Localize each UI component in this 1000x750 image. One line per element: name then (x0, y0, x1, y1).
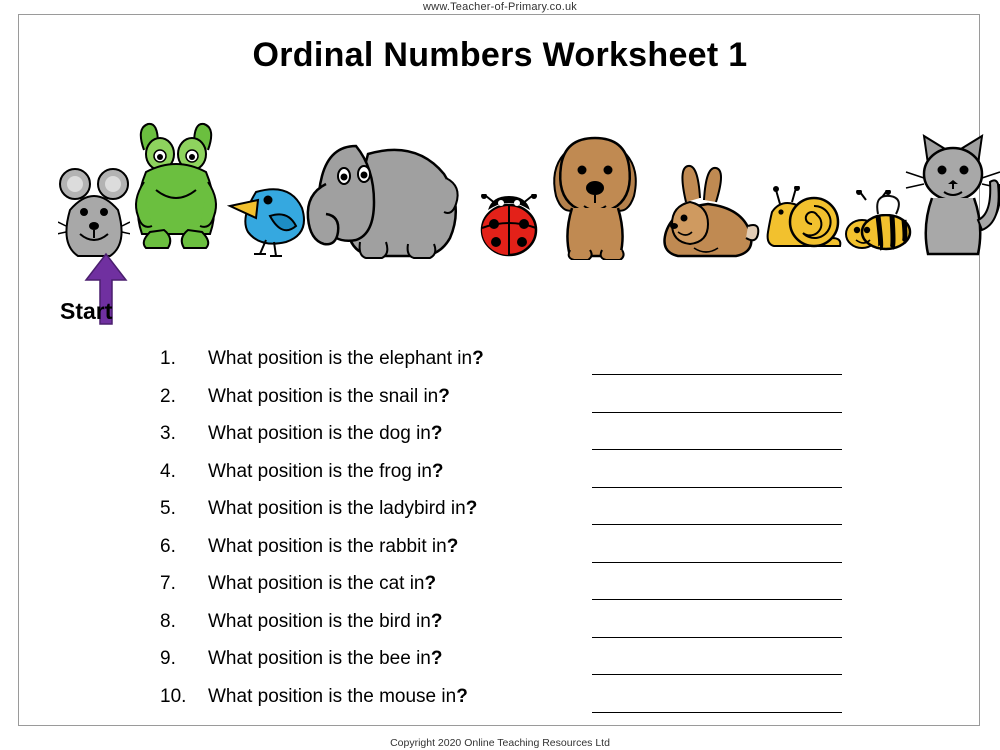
question-row (160, 498, 880, 536)
animal-line-up (40, 100, 960, 260)
answer-line[interactable] (592, 562, 842, 563)
cat-icon (902, 132, 1000, 260)
frog-icon (130, 120, 222, 260)
question-mark: ? (430, 648, 443, 669)
question-text: What position is the ladybird in? (208, 498, 478, 519)
question-number: 5. (160, 498, 176, 519)
question-number: 1. (160, 348, 176, 369)
question-mark: ? (431, 460, 444, 482)
answer-line[interactable] (592, 374, 842, 375)
question-text: What position is the mouse in? (208, 685, 468, 707)
answer-line[interactable] (592, 524, 842, 525)
question-number: 9. (160, 648, 176, 669)
answer-line[interactable] (592, 487, 842, 488)
question-row (160, 423, 880, 461)
question-text: What position is the bird in? (208, 610, 443, 632)
answer-line[interactable] (592, 674, 842, 675)
question-row (160, 348, 880, 386)
question-row (160, 461, 880, 499)
rabbit-icon (656, 164, 760, 260)
question-text: What position is the frog in? (208, 460, 444, 482)
answer-line[interactable] (592, 637, 842, 638)
dog-icon (540, 132, 650, 260)
question-mark: ? (456, 685, 468, 707)
question-mark: ? (472, 348, 484, 369)
question-mark: ? (438, 385, 450, 407)
answer-line[interactable] (592, 599, 842, 600)
question-row (160, 648, 880, 686)
question-text: What position is the rabbit in? (208, 535, 459, 557)
question-mark: ? (424, 573, 437, 594)
question-number: 10. (160, 685, 187, 707)
question-mark: ? (430, 423, 443, 444)
start-label: Start (60, 298, 113, 324)
question-number: 2. (160, 385, 176, 407)
question-number: 6. (160, 535, 176, 557)
answer-line[interactable] (592, 712, 842, 713)
question-text: What position is the snail in? (208, 385, 450, 407)
answer-line[interactable] (592, 449, 842, 450)
question-list (160, 348, 880, 723)
question-number: 7. (160, 573, 176, 594)
question-row (160, 573, 880, 611)
snail-icon (764, 186, 842, 260)
question-row (160, 611, 880, 649)
question-mark: ? (430, 610, 443, 632)
question-mark: ? (446, 535, 459, 557)
question-text: What position is the cat in? (208, 573, 437, 594)
question-row (160, 686, 880, 724)
question-text: What position is the bee in? (208, 648, 443, 669)
ladybird-icon (474, 194, 544, 260)
elephant-icon (298, 120, 468, 260)
question-row (160, 536, 880, 574)
page-title: Ordinal Numbers Worksheet 1 (252, 36, 748, 74)
copyright-footer: Copyright 2020 Online Teaching Resources Ltd (390, 737, 610, 749)
answer-line[interactable] (592, 412, 842, 413)
question-text: What position is the elephant in? (208, 348, 484, 369)
question-row (160, 386, 880, 424)
website-url: www.Teacher-of-Primary.co.uk (423, 1, 577, 13)
question-mark: ? (465, 498, 478, 519)
question-number: 8. (160, 610, 176, 632)
question-text: What position is the dog in? (208, 423, 443, 444)
question-number: 4. (160, 460, 176, 482)
mouse-icon (58, 150, 130, 260)
question-number: 3. (160, 423, 176, 444)
